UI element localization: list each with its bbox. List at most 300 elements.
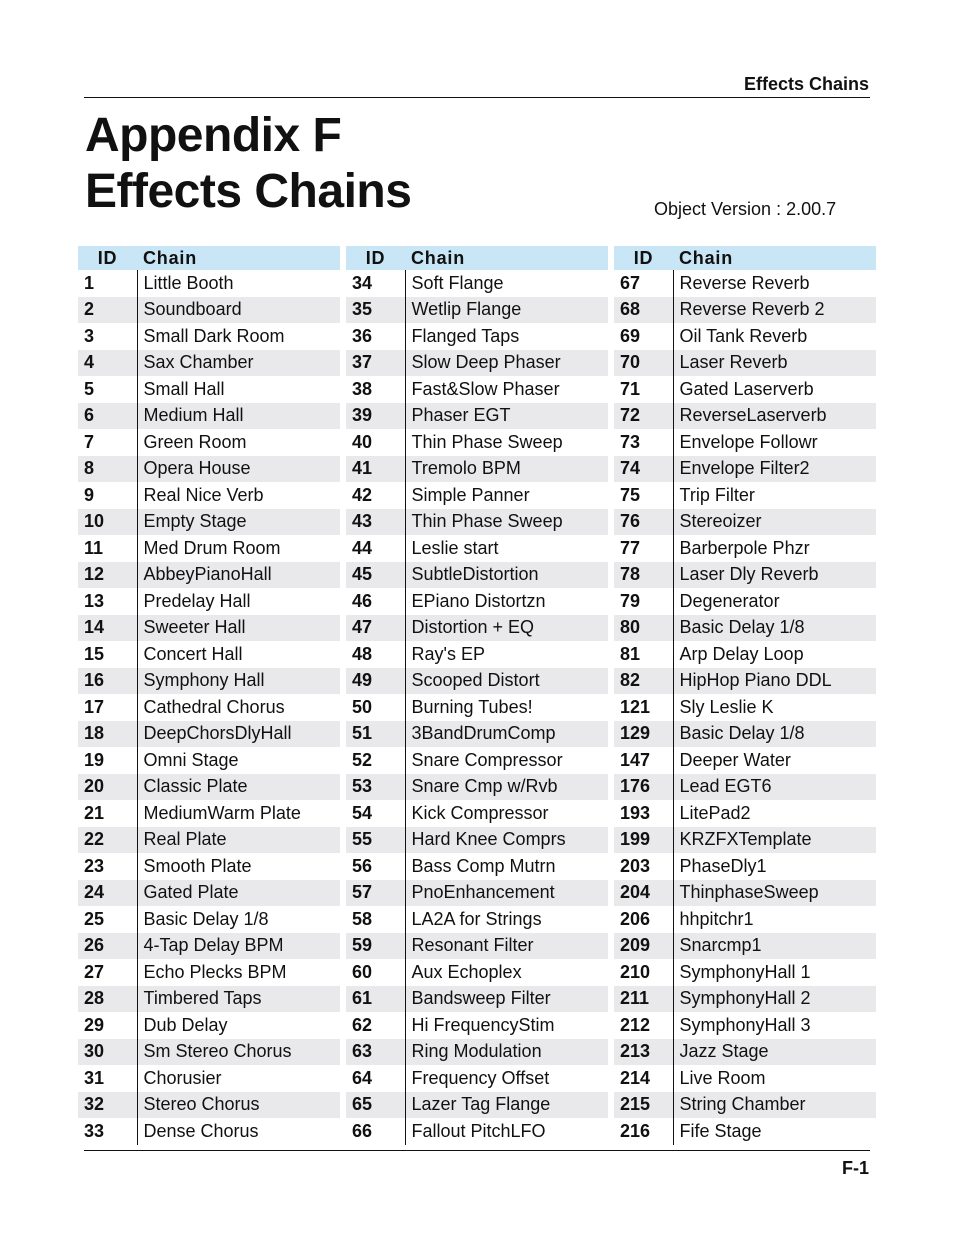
chain-id: 216 [614,1118,673,1145]
chain-name: Little Booth [143,272,234,293]
chain-name: Opera House [137,456,340,483]
chain-id: 1 [78,270,137,297]
chain-id: 24 [78,880,137,907]
table-row [78,270,340,297]
table-row [614,509,876,536]
chain-name: Reverse Reverb [679,272,810,293]
table-row [346,615,608,642]
chain-id: 32 [78,1092,137,1119]
chain-id: 59 [346,933,405,960]
table-row [614,641,876,668]
chain-name: Oil Tank Reverb [679,325,808,346]
chain-name: Laser Dly Reverb [673,562,876,589]
chain-id: 72 [614,403,673,430]
chain-id: 19 [78,747,137,774]
chain-name: String Chamber [673,1092,876,1119]
chain-name: Hi FrequencyStim [411,1014,555,1035]
chain-id: 75 [614,482,673,509]
table-row [78,959,340,986]
chain-name: Basic Delay 1/8 [673,615,876,642]
chain-id: 21 [78,800,137,827]
table-row [78,747,340,774]
table-row [78,880,340,907]
chain-id: 64 [346,1065,405,1092]
chain-name: SymphonyHall 3 [679,1014,811,1035]
chain-id: 22 [78,827,137,854]
chain-name: Slow Deep Phaser [405,350,608,377]
header-rule [84,97,870,98]
title-line-2: Effects Chains [85,165,412,218]
chain-name: Envelope Filter2 [673,456,876,483]
chain-name: SymphonyHall 2 [673,986,876,1013]
chain-name: Stereoizer [673,509,876,536]
table-header-row [346,246,608,270]
chain-name: Real Plate [137,827,340,854]
chain-id: 52 [346,747,405,774]
table-row [346,588,608,615]
chain-id: 11 [78,535,137,562]
chain-name: Deeper Water [679,749,791,770]
table-row [614,694,876,721]
chain-id: 39 [346,403,405,430]
chain-id: 14 [78,615,137,642]
table-row [346,562,608,589]
chain-id: 3 [78,323,137,350]
chain-id: 47 [346,615,405,642]
table-row [346,376,608,403]
chain-name: ThinphaseSweep [673,880,876,907]
table-row [614,959,876,986]
table-row [346,880,608,907]
table-row [78,933,340,960]
chain-name: Empty Stage [137,509,340,536]
chain-name: Aux Echoplex [411,961,522,982]
table-row [78,827,340,854]
chain-id: 41 [346,456,405,483]
chain-name: Med Drum Room [143,537,281,558]
chain-id: 129 [614,721,673,748]
chain-id: 27 [78,959,137,986]
page-number: F-1 [842,1158,869,1178]
chain-id: 206 [614,906,673,933]
object-version: Object Version : 2.00.7 [654,199,837,219]
table-row [614,1065,876,1092]
chain-id: 17 [78,694,137,721]
chain-name: Chorusier [143,1067,222,1088]
table-row [78,800,340,827]
table-row [614,880,876,907]
footer-rule [84,1150,870,1151]
chain-name: Ring Modulation [405,1039,608,1066]
table-row [78,509,340,536]
table-row [346,959,608,986]
table-row [614,456,876,483]
chain-id: 71 [614,376,673,403]
chain-id: 46 [346,588,405,615]
chain-name: Leslie start [411,537,499,558]
chain-name: Snare Compressor [411,749,563,770]
table-row [346,933,608,960]
chain-name: Frequency Offset [411,1067,550,1088]
chain-name: Snare Cmp w/Rvb [405,774,608,801]
chain-id: 23 [78,853,137,880]
table-row [614,535,876,562]
table-row [78,535,340,562]
chain-name: Classic Plate [137,774,340,801]
table-row [614,933,876,960]
chain-id: 12 [78,562,137,589]
chain-id: 15 [78,641,137,668]
chain-name: Wetlip Flange [405,297,608,324]
chain-id: 50 [346,694,405,721]
table-row [78,694,340,721]
chain-id: 51 [346,721,405,748]
chain-id: 204 [614,880,673,907]
table-row [346,906,608,933]
chain-id: 53 [346,774,405,801]
table-row [78,721,340,748]
table-row [346,1092,608,1119]
table-row [78,323,340,350]
chain-name: Basic Delay 1/8 [143,908,269,929]
table-row [614,1012,876,1039]
chain-name: Fast&Slow Phaser [411,378,560,399]
table-row [614,562,876,589]
table-row [78,1118,340,1145]
chain-id: 48 [346,641,405,668]
table-row [614,906,876,933]
chain-name: Hard Knee Comprs [405,827,608,854]
chain-name: Lazer Tag Flange [405,1092,608,1119]
chain-name: Small Hall [143,378,225,399]
chain-id: 54 [346,800,405,827]
chain-name: AbbeyPianoHall [137,562,340,589]
chain-name: Thin Phase Sweep [405,509,608,536]
chain-name: HipHop Piano DDL [673,668,876,695]
chain-name: Jazz Stage [673,1039,876,1066]
table-row [346,774,608,801]
table-row [346,297,608,324]
chain-name: Resonant Filter [405,933,608,960]
chain-id: 9 [78,482,137,509]
chain-name: Barberpole Phzr [679,537,810,558]
table-row [78,376,340,403]
chain-name: Sly Leslie K [679,696,774,717]
table-row [78,1092,340,1119]
table-row [614,774,876,801]
chain-id: 69 [614,323,673,350]
chain-name: Envelope Followr [679,431,818,452]
chain-name: Dub Delay [143,1014,228,1035]
chain-name: PhaseDly1 [679,855,767,876]
chain-name: Real Nice Verb [143,484,264,505]
chain-id: 45 [346,562,405,589]
chain-id: 81 [614,641,673,668]
chain-name: Sm Stereo Chorus [137,1039,340,1066]
chain-id: 6 [78,403,137,430]
table-row [614,482,876,509]
table-row [346,535,608,562]
chain-name: Medium Hall [137,403,340,430]
chain-name: Dense Chorus [143,1120,259,1141]
chain-name: Predelay Hall [143,590,251,611]
table-row [78,853,340,880]
chain-name: Simple Panner [411,484,530,505]
chain-id: 56 [346,853,405,880]
chain-id: 43 [346,509,405,536]
chain-name: MediumWarm Plate [143,802,301,823]
chain-id: 2 [78,297,137,324]
table-row [614,721,876,748]
table-row [614,588,876,615]
chain-id: 212 [614,1012,673,1039]
table-row [78,1039,340,1066]
chain-id: 57 [346,880,405,907]
chain-name: KRZFXTemplate [673,827,876,854]
chain-column-header: Chain [673,246,876,270]
table-row [614,323,876,350]
chain-id: 211 [614,986,673,1013]
chain-name: Soft Flange [411,272,504,293]
chain-name: Degenerator [679,590,780,611]
chain-name: Fallout PitchLFO [411,1120,546,1141]
chain-name: SymphonyHall 1 [679,961,811,982]
chain-id: 74 [614,456,673,483]
table-row [614,827,876,854]
table-row [346,827,608,854]
chain-name: Echo Plecks BPM [143,961,287,982]
chain-id: 4 [78,350,137,377]
table-row [614,1039,876,1066]
chain-id: 55 [346,827,405,854]
chain-id: 60 [346,959,405,986]
chain-name: Phaser EGT [405,403,608,430]
chain-id: 58 [346,906,405,933]
chain-id: 79 [614,588,673,615]
table-row [346,800,608,827]
chain-name: Bass Comp Mutrn [411,855,556,876]
chain-id: 209 [614,933,673,960]
table-row [78,456,340,483]
chain-name: Symphony Hall [137,668,340,695]
chain-name: Fife Stage [679,1120,762,1141]
chain-id: 38 [346,376,405,403]
chain-id: 176 [614,774,673,801]
chain-table-2 [346,246,608,1145]
table-row [614,297,876,324]
chain-id: 65 [346,1092,405,1119]
chain-id: 67 [614,270,673,297]
chain-name: Concert Hall [143,643,243,664]
chain-name: Cathedral Chorus [143,696,285,717]
table-row [346,721,608,748]
chain-name: Live Room [679,1067,766,1088]
chain-name: Omni Stage [143,749,239,770]
table-row [346,323,608,350]
table-row [78,562,340,589]
chain-name: Kick Compressor [411,802,549,823]
chain-id: 193 [614,800,673,827]
table-row [346,1039,608,1066]
chain-name: Burning Tubes! [411,696,533,717]
chain-id: 8 [78,456,137,483]
chain-id: 63 [346,1039,405,1066]
table-row [614,376,876,403]
table-row [78,1065,340,1092]
chain-id: 44 [346,535,405,562]
chain-name: Tremolo BPM [405,456,608,483]
chain-name: 4-Tap Delay BPM [137,933,340,960]
table-row [78,482,340,509]
chain-id: 35 [346,297,405,324]
table-header-row [614,246,876,270]
chain-id: 29 [78,1012,137,1039]
chain-name: LA2A for Strings [411,908,542,929]
table-row [78,350,340,377]
table-row [346,747,608,774]
chain-name: Trip Filter [679,484,755,505]
table-row [614,747,876,774]
running-header: Effects Chains [743,74,869,94]
chain-name: Smooth Plate [143,855,252,876]
table-row [346,853,608,880]
table-row [346,509,608,536]
chain-name: Gated Laserverb [679,378,814,399]
chain-name: hhpitchr1 [679,908,754,929]
table-row [346,456,608,483]
chain-name: DeepChorsDlyHall [137,721,340,748]
chain-id: 37 [346,350,405,377]
chain-name: Bandsweep Filter [405,986,608,1013]
chain-id: 62 [346,1012,405,1039]
table-row [78,429,340,456]
table-row [614,615,876,642]
chain-id: 70 [614,350,673,377]
table-row [78,774,340,801]
chain-id: 34 [346,270,405,297]
chain-id: 82 [614,668,673,695]
chain-name: PnoEnhancement [405,880,608,907]
table-header-row [78,246,340,270]
chain-id: 49 [346,668,405,695]
chain-id: 30 [78,1039,137,1066]
chain-id: 76 [614,509,673,536]
chain-id: 20 [78,774,137,801]
table-row [78,906,340,933]
table-row [614,800,876,827]
id-column-header: ID [614,246,673,270]
table-row [346,1065,608,1092]
table-row [614,668,876,695]
chain-id: 215 [614,1092,673,1119]
chain-table-1 [78,246,340,1145]
chain-id: 78 [614,562,673,589]
table-row [346,1012,608,1039]
table-row [346,429,608,456]
table-row [614,270,876,297]
table-row [346,270,608,297]
chain-id: 7 [78,429,137,456]
chain-name: Small Dark Room [143,325,285,346]
table-row [78,986,340,1013]
chain-id: 213 [614,1039,673,1066]
chain-name: Gated Plate [137,880,340,907]
table-row [346,668,608,695]
chain-id: 68 [614,297,673,324]
table-row [614,986,876,1013]
page-title [85,108,411,220]
chain-name: Green Room [143,431,247,452]
table-row [614,1092,876,1119]
table-row [346,403,608,430]
chain-name: Laser Reverb [673,350,876,377]
table-row [78,297,340,324]
chain-id: 5 [78,376,137,403]
table-row [614,350,876,377]
chain-name: 3BandDrumComp [405,721,608,748]
chain-name: Sax Chamber [137,350,340,377]
chain-id: 10 [78,509,137,536]
chain-id: 33 [78,1118,137,1145]
chain-id: 13 [78,588,137,615]
table-row [346,641,608,668]
chain-name: Timbered Taps [137,986,340,1013]
chain-id: 210 [614,959,673,986]
chain-id: 40 [346,429,405,456]
chain-id: 199 [614,827,673,854]
chain-name: SubtleDistortion [405,562,608,589]
table-row [346,1118,608,1145]
chain-id: 203 [614,853,673,880]
chain-name: Basic Delay 1/8 [673,721,876,748]
table-row [614,853,876,880]
table-row [346,350,608,377]
chain-name: Distortion + EQ [405,615,608,642]
chain-id: 121 [614,694,673,721]
chain-id: 214 [614,1065,673,1092]
table-row [346,986,608,1013]
table-row [614,403,876,430]
chain-id: 36 [346,323,405,350]
chain-column-header: Chain [137,246,340,270]
chain-name: Arp Delay Loop [679,643,804,664]
chain-name: Stereo Chorus [137,1092,340,1119]
chain-id: 31 [78,1065,137,1092]
chain-id: 77 [614,535,673,562]
table-row [614,429,876,456]
chain-id: 26 [78,933,137,960]
table-row [78,588,340,615]
chain-name: Soundboard [137,297,340,324]
chain-name: Scooped Distort [405,668,608,695]
chain-table-3 [614,246,876,1145]
chain-name: LitePad2 [679,802,751,823]
title-line-1: Appendix F [85,109,342,162]
id-column-header: ID [78,246,137,270]
chain-name: Reverse Reverb 2 [673,297,876,324]
table-row [78,668,340,695]
chain-id: 42 [346,482,405,509]
chain-name: Lead EGT6 [673,774,876,801]
table-row [78,1012,340,1039]
chain-name: Ray's EP [411,643,485,664]
table-row [78,641,340,668]
table-row [346,694,608,721]
chain-id: 61 [346,986,405,1013]
table-row [78,403,340,430]
id-column-header: ID [346,246,405,270]
chain-name: Snarcmp1 [673,933,876,960]
